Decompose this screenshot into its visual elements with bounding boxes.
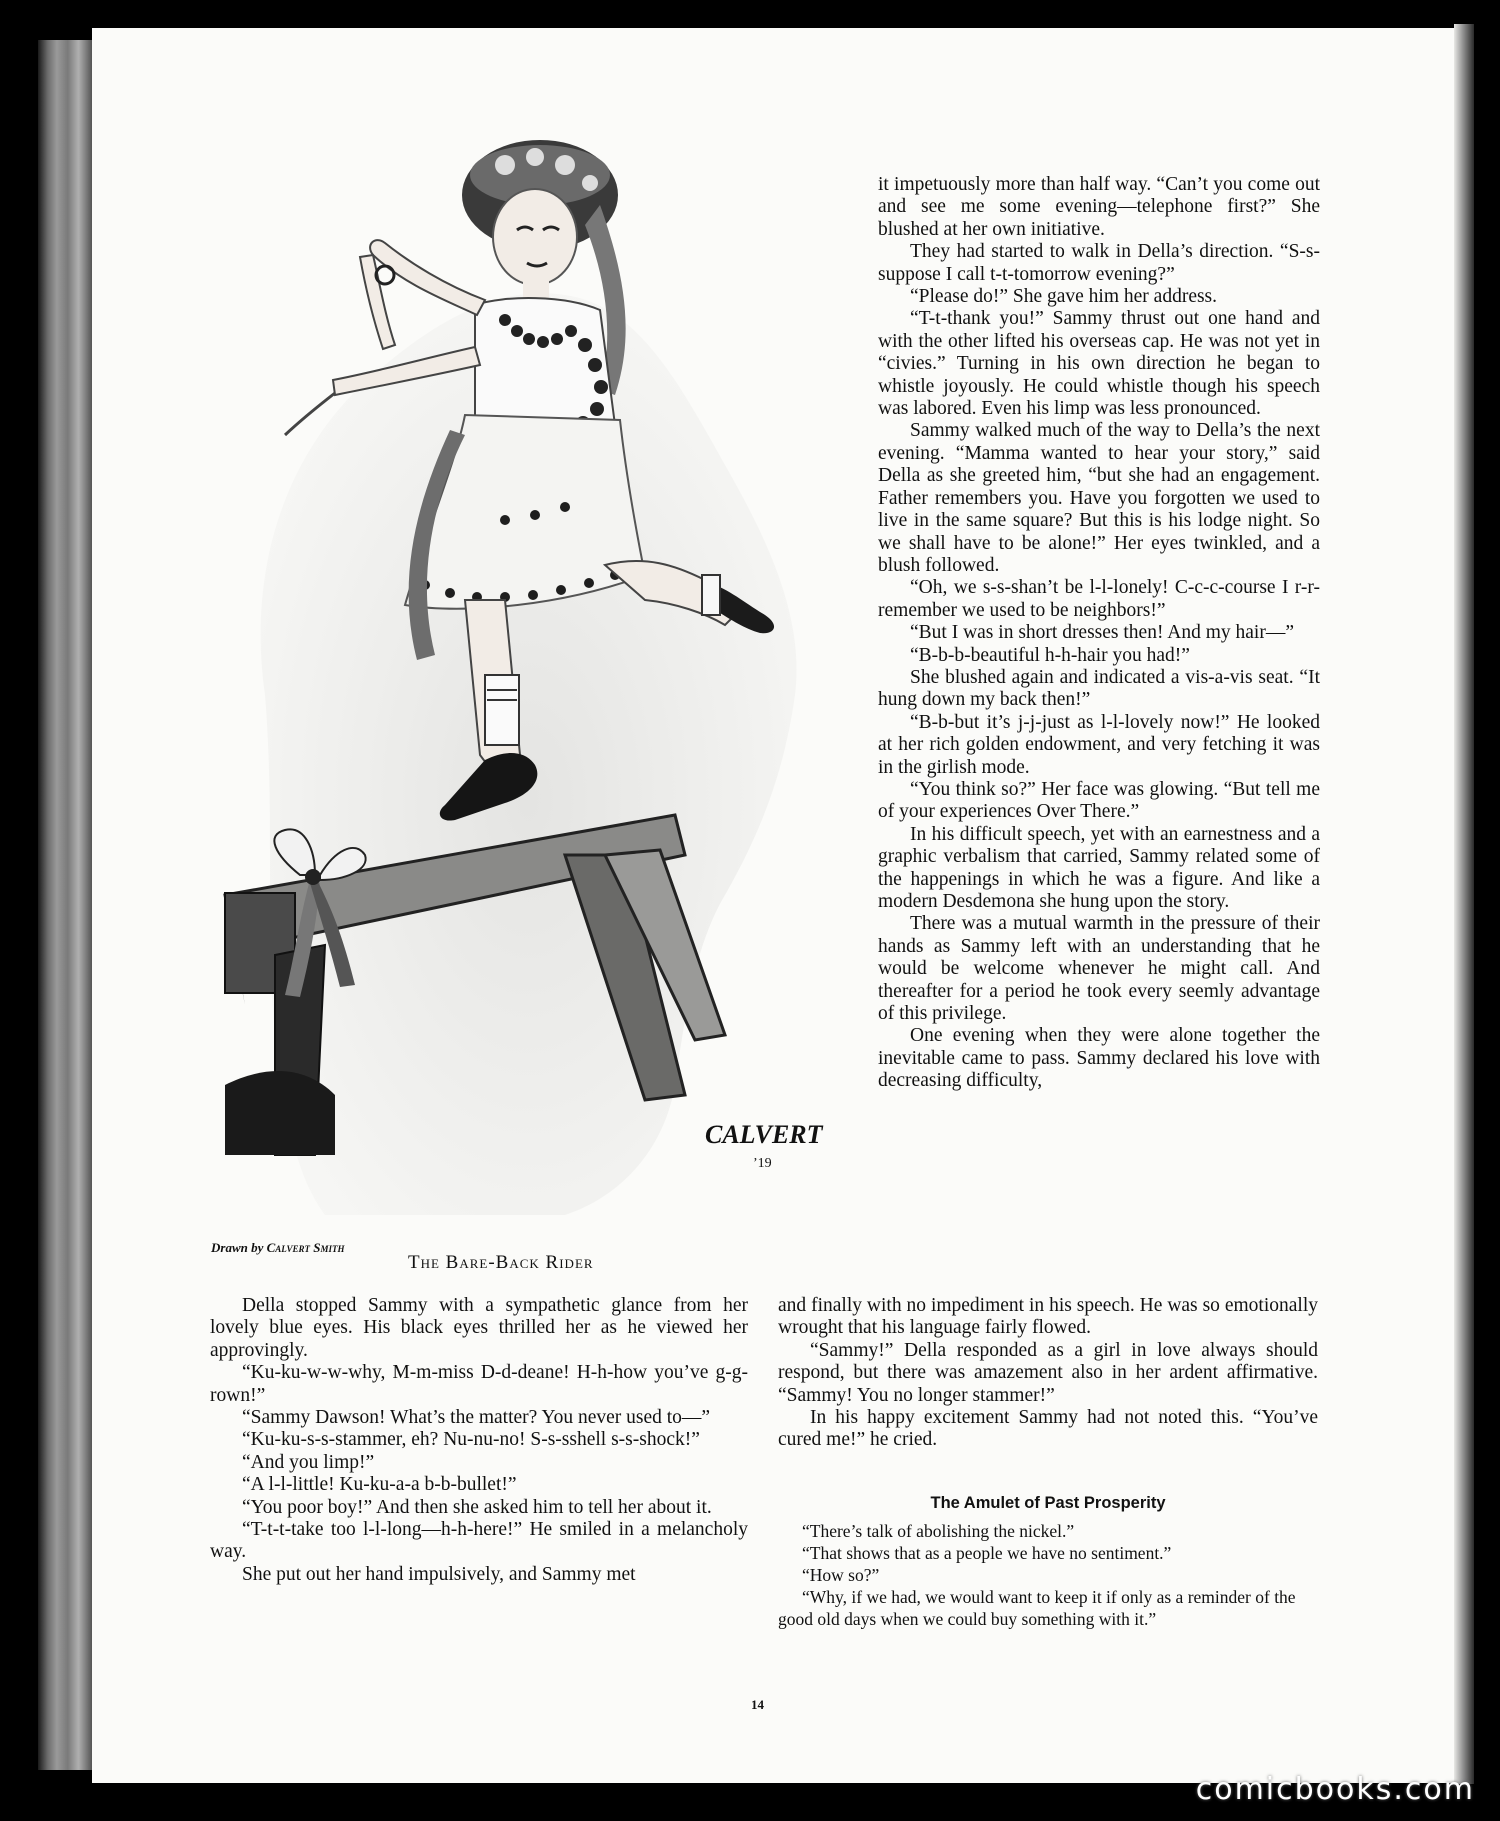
illustration-caption: The Bare-Back Rider [408,1252,594,1273]
story-paragraph: Sammy walked much of the way to Della’s the next evening. “Mamma wanted to hear your story,” said Della as she greeted him, “but she had an engagement. Father remembers you. Have you forgotten we used to live in the same square? But this is his lodge night. So we shall have to be alone!” Her eyes twinkled, and a blush followed. [878,420,1320,576]
sidebar-line: “There’s talk of abolishing the nickel.” [802,1521,1075,1541]
story-paragraph: She blushed again and indicated a vis-a-vis seat. “It hung down my back then!” [878,666,1320,711]
artist-signature: CALVERT [705,1120,823,1149]
story-paragraph: “B-b-but it’s j-j-just as l-l-lovely now!” He looked at her rich golden endowment, and very fetching it was in the girlish mode. [878,711,1320,778]
sidebar-text [778,1520,1318,1630]
story-column-right-bottom [778,1295,1318,1452]
story-paragraph: “You poor boy!” And then she asked him to tell her about it. [242,1496,712,1518]
story-paragraph: One evening when they were alone together the inevitable came to pass. Sammy declared his love with decreasing difficulty, [878,1025,1320,1092]
story-paragraph: “A l-l-little! Ku-ku-a-a b-b-bullet!” [242,1474,517,1496]
watermark: comicbooks.com [1195,1772,1475,1807]
story-paragraph: She put out her hand impulsively, and Sammy met [242,1563,636,1585]
book-spine [38,40,92,1770]
story-paragraph: “Please do!” She gave him her address. [910,286,1218,308]
credit-prefix: Drawn by [211,1240,264,1255]
story-paragraph: “T-t-thank you!” Sammy thrust out one hand and with the other lifted his overseas cap. He was not yet in “civies.” Turning in his own direction he began to whistle joyously. He could whistle though his speech was labored. Even his limp was less pronounced. [878,308,1320,420]
sidebar-line: “How so?” [802,1565,880,1585]
story-paragraph: and finally with no impediment in his speech. He was so emotionally wrought that his language fairly flowed. [778,1295,1318,1339]
story-paragraph: “B-b-b-beautiful h-h-hair you had!” [910,644,1190,666]
illustration-dancing-girl [205,135,855,1235]
story-paragraph: “Sammy!” Della responded as a girl in love always should respond, but there was amazement also in her ardent affirmative. “Sammy! You no longer stammer!” [778,1339,1318,1406]
story-paragraph: “Ku-ku-w-w-why, M-m-miss D-d-deane! H-h-how you’ve g-g-rown!” [210,1362,748,1406]
story-paragraph: “Sammy Dawson! What’s the matter? You never used to—” [242,1407,711,1429]
story-paragraph: “And you limp!” [242,1451,375,1473]
page-number: 14 [751,1697,764,1712]
signature-mark: ’19 [753,1156,772,1171]
story-paragraph: “Ku-ku-s-s-stammer, eh? Nu-nu-no! S-s-sshell s-s-shock!” [242,1429,700,1451]
sidebar-title: The Amulet of Past Prosperity [930,1494,1166,1512]
next-page-edge [1454,24,1474,1784]
story-paragraph: There was a mutual warmth in the pressure of their hands as Sammy left with an understanding that he would be welcome whenever he might call. And thereafter for a period he took every seemly advantage of this privilege. [878,913,1320,1025]
story-paragraph: it impetuously more than half way. “Can’t you come out and see me some evening—telephone first?” She blushed at her own initiative. [878,174,1320,240]
story-paragraph: “You think so?” Her face was glowing. “But tell me of your experiences Over There.” [878,778,1320,823]
story-column-right-top [878,174,1320,1093]
credit-artist: Calvert Smith [266,1240,345,1255]
illustration-credit [211,1240,344,1256]
story-paragraph: In his difficult speech, yet with an earnestness and a graphic verbalism that carried, Sammy related some of the happenings in which he was a figure. And like a modern Desdemona she hung upon the story. [878,823,1320,912]
story-paragraph: Della stopped Sammy with a sympathetic glance from her lovely blue eyes. His black eyes thrilled her as he viewed her approvingly. [210,1295,748,1361]
sidebar-line: “Why, if we had, we would want to keep it if only as a reminder of the good old days when we could buy something with it.” [778,1587,1296,1629]
story-paragraph: In his happy excitement Sammy had not noted this. “You’ve cured me!” he cried. [778,1407,1318,1451]
story-column-left [210,1295,748,1586]
story-paragraph: “Oh, we s-s-shan’t be l-l-lonely! C-c-c-course I r-r-remember we used to be neighbors!” [878,577,1320,621]
story-paragraph: “T-t-t-take too l-l-long—h-h-here!” He smiled in a melancholy way. [210,1519,748,1563]
story-paragraph: “But I was in short dresses then! And my hair—” [910,622,1294,644]
sidebar-line: “That shows that as a people we have no sentiment.” [802,1543,1172,1563]
story-paragraph: They had started to walk in Della’s direction. “S-s-suppose I call t-t-tomorrow evening?” [878,241,1320,285]
